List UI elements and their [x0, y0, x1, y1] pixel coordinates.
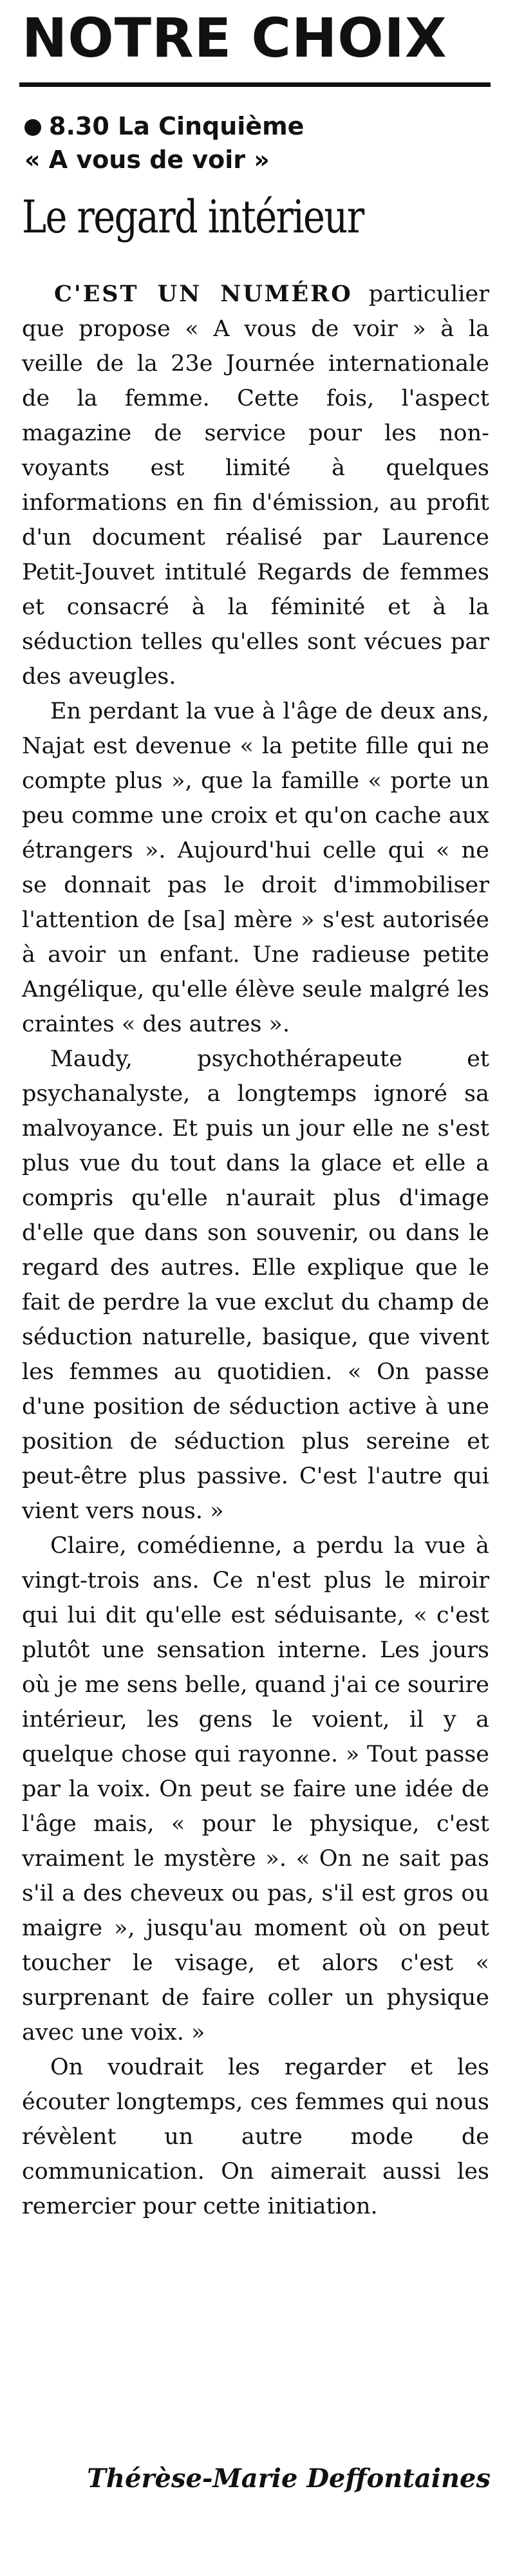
paragraph-5: On voudrait les regarder et les écouter longtemps, ces femmes qui nous révèlent un autre mode de communication. On aimerait aussi les remercier pour cette initiation. [22, 2054, 489, 2219]
paragraph-1-text: particulier que propose « A vous de voir » à la veille de la 23e Journée internationale de la femme. Cette fois, l'aspect magazine de service pour les non-voyants est limité à quelques informations en fin d'émission, au profit d'un document réalisé par Laurence Petit-Jouvet intitulé Regards de femmes et consacré à la féminité et à la séduction telles qu'elles sont vécues par des aveugles. [22, 281, 489, 690]
article-body [22, 277, 489, 2224]
paragraph-3: Maudy, psychothérapeute et psychanalyste, a longtemps ignoré sa malvoyance. Et puis un jour elle ne s'est plus vue du tout dans la glace et elle a compris qu'elle n'aurait plus d'image d'elle que dans son souvenir, ou dans le regard des autres. Elle explique que le fait de perdre la vue exclut du champ de séduction naturelle, basique, que vivent les femmes au quotidien. « On passe d'une position de séduction active à une position de séduction plus sereine et peut-être plus passive. C'est l'autre qui vient vers nous. » [22, 1046, 489, 1524]
bullet-icon [24, 119, 41, 136]
paragraph-4: Claire, comédienne, a perdu la vue à vingt-trois ans. Ce n'est plus le miroir qui lui dit qu'elle est séduisante, « c'est plutôt une sensation interne. Les jours où je me sens belle, quand j'ai ce sourire intérieur, les gens le voient, il y a quelque chose qui rayonne. » Tout passe par la voix. On peut se faire une idée de l'âge mais, « pour le physique, c'est vraiment le mystère ». « On ne sait pas s'il a des cheveux ou pas, s'il est gros ou maigre », jusqu'au moment où on peut toucher le visage, et alors c'est « surprenant de faire coller un physique avec une voix. » [22, 1533, 489, 2045]
program-time-channel: 8.30 La Cinquième [49, 112, 304, 140]
program-show-title: « A vous de voir » [24, 146, 270, 174]
paragraph-1 [22, 277, 489, 694]
article-headline: Le regard intérieur [22, 191, 364, 243]
author-signature: Thérèse-Marie Deffontaines [87, 2463, 491, 2494]
paragraph-2: En perdant la vue à l'âge de deux ans, Najat est devenue « la petite fille qui ne compte plus », que la famille « porte un peu comme une croix et qu'on cache aux étrangers ». Aujourd'hui celle qui « ne se donnait pas le droit d'immobiliser l'attention de [sa] mère » s'est autorisée à avoir un enfant. Une radieuse petite Angélique, qu'elle élève seule malgré les craintes « des autres ». [22, 699, 489, 1037]
lead-in: C'EST UN NUMÉRO [54, 281, 353, 307]
section-title: NOTRE CHOIX [22, 6, 447, 70]
program-slot [24, 109, 304, 176]
section-divider [19, 82, 491, 87]
